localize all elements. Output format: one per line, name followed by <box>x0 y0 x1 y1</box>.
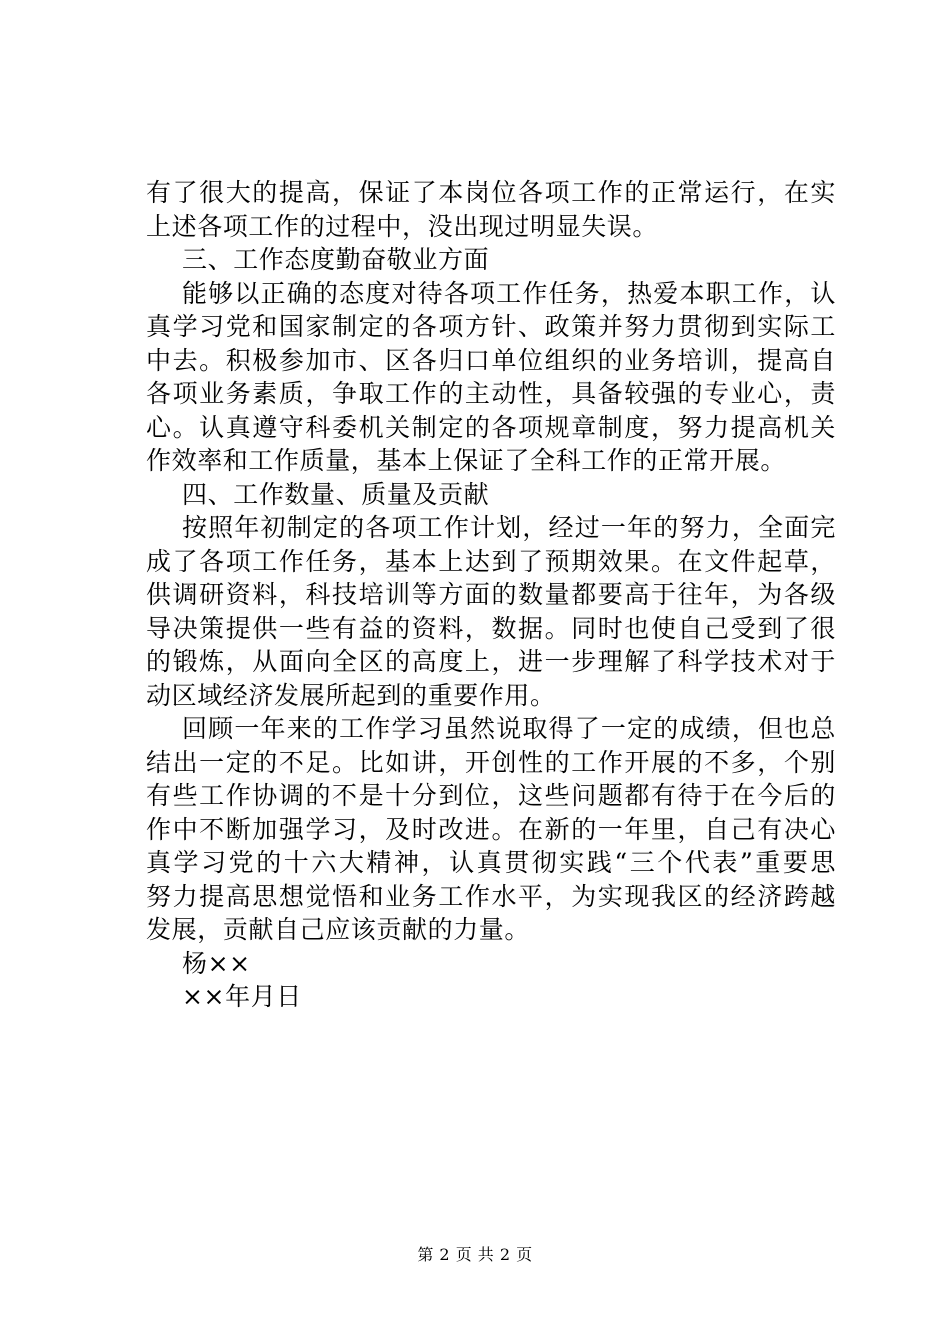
text-line: 真学习党的十六大精神，认真贯彻实践“三个代表”重要思 <box>146 848 836 877</box>
text-line: 努力提高思想觉悟和业务工作水平，为实现我区的经济跨越 <box>146 881 836 911</box>
text-line: 供调研资料，科技培训等方面的数量都要高于往年，为各级 <box>146 580 836 609</box>
text-line: 作中不断加强学习，及时改进。在新的一年里，自己有决心 <box>146 814 836 844</box>
text-line: 成了各项工作任务，基本上达到了预期效果。在文件起草， <box>146 546 836 576</box>
text-line: 作效率和工作质量，基本上保证了全科工作的正常开展。 <box>146 446 787 475</box>
text-line: 真学习党和国家制定的各项方针、政策并努力贯彻到实际工 <box>146 312 836 341</box>
text-line: 有些工作协调的不是十分到位，这些问题都有待于在今后的 <box>146 781 836 810</box>
text-line: 心。认真遵守科委机关制定的各项规章制度，努力提高机关 <box>146 412 836 442</box>
text-line: 有了很大的提高，保证了本岗位各项工作的正常运行，在实 <box>146 178 836 207</box>
text-line: 各项业务素质，争取工作的主动性，具备较强的专业心，责 <box>146 379 836 408</box>
text-line: 杨×× <box>182 948 251 978</box>
text-line: 按照年初制定的各项工作计划，经过一年的努力，全面完 <box>182 513 836 542</box>
text-line: 能够以正确的态度对待各项工作任务，热爱本职工作，认 <box>182 278 836 308</box>
text-line: 结出一定的不足。比如讲，开创性的工作开展的不多，个别 <box>146 747 836 777</box>
text-line: 的锻炼，从面向全区的高度上，进一步理解了科学技术对于 <box>146 647 836 676</box>
text-line: 上述各项工作的过程中，没出现过明显失误。 <box>146 211 659 241</box>
text-line: ××年月日 <box>182 982 302 1011</box>
text-line: 导决策提供一些有益的资料，数据。同时也使自己受到了很 <box>146 613 836 643</box>
text-line: 回顾一年来的工作学习虽然说取得了一定的成绩，但也总 <box>182 714 836 743</box>
page-footer: 第 2 页 共 2 页 <box>417 1245 533 1264</box>
text-line: 三、工作态度勤奋敬业方面 <box>182 245 490 274</box>
text-line: 中去。积极参加市、区各归口单位组织的业务培训，提高自 <box>146 345 836 375</box>
text-line: 发展，贡献自己应该贡献的力量。 <box>146 915 531 944</box>
text-line: 动区域经济发展所起到的重要作用。 <box>146 680 556 710</box>
document-body <box>146 176 836 1014</box>
text-line: 四、工作数量、质量及贡献 <box>182 479 490 509</box>
